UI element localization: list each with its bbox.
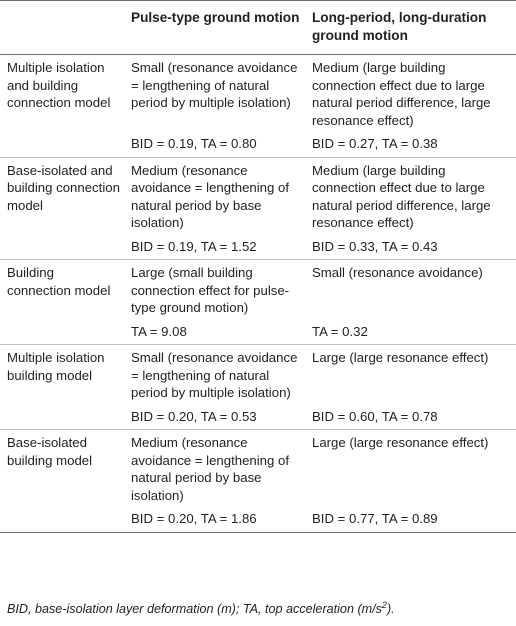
model-name: Base-isolated and building connection model (7, 162, 120, 213)
table-row (0, 55, 516, 134)
long-values: BID = 0.60, TA = 0.78 (312, 408, 438, 424)
model-name: Base-isolated building model (7, 435, 93, 468)
pulse-values: BID = 0.19, TA = 1.52 (131, 238, 257, 254)
pulse-values: TA = 9.08 (131, 323, 187, 339)
model-name: Multiple isolation building model (7, 350, 105, 383)
pulse-description: Small (resonance avoidance = lengthening of natural period by multiple isolation) (131, 60, 298, 110)
long-description: Medium (large building connection effect due to large natural period difference, large resonance effect) (312, 162, 491, 230)
pulse-values: BID = 0.19, TA = 0.80 (131, 136, 257, 151)
long-values: BID = 0.77, TA = 0.89 (312, 511, 438, 526)
table-header-row (0, 1, 516, 55)
pulse-description: Medium (resonance avoidance = lengthening of natural period by base isolation) (131, 162, 290, 230)
pulse-values: BID = 0.20, TA = 1.86 (131, 511, 257, 526)
footnote-text: BID, base-isolation layer deformation (m); TA, top acceleration (m/s (7, 602, 382, 617)
table-row (0, 345, 516, 406)
long-description: Small (resonance avoidance) (312, 265, 483, 280)
long-values: BID = 0.27, TA = 0.38 (312, 136, 438, 151)
long-description: Large (large resonance effect) (312, 350, 489, 365)
footnote-tail: ). (386, 602, 395, 617)
long-values: BID = 0.33, TA = 0.43 (312, 238, 438, 254)
table-row (0, 157, 516, 236)
long-description: Medium (large building connection effect due to large natural period difference, large resonance effect) (312, 60, 491, 128)
long-values: TA = 0.32 (312, 323, 368, 339)
footnote-superscript: 2 (381, 600, 387, 610)
pulse-values: BID = 0.20, TA = 0.53 (131, 408, 257, 424)
table-row (0, 260, 516, 321)
header-long-period: Long-period, long-duration ground motion (312, 10, 487, 43)
pulse-description: Large (small building connection effect for pulse-type ground motion) (131, 265, 290, 315)
pulse-description: Medium (resonance avoidance = lengthening of natural period by base isolation) (131, 435, 290, 503)
table-footnote (7, 600, 395, 616)
model-name: Multiple isolation and building connection model (7, 60, 111, 110)
long-description: Large (large resonance effect) (312, 435, 489, 450)
pulse-description: Small (resonance avoidance = lengthening of natural period by multiple isolation) (131, 350, 298, 400)
table-row (0, 430, 516, 509)
header-model (0, 1, 124, 55)
header-pulse-type: Pulse-type ground motion (131, 10, 300, 25)
model-name: Building connection model (7, 265, 111, 298)
